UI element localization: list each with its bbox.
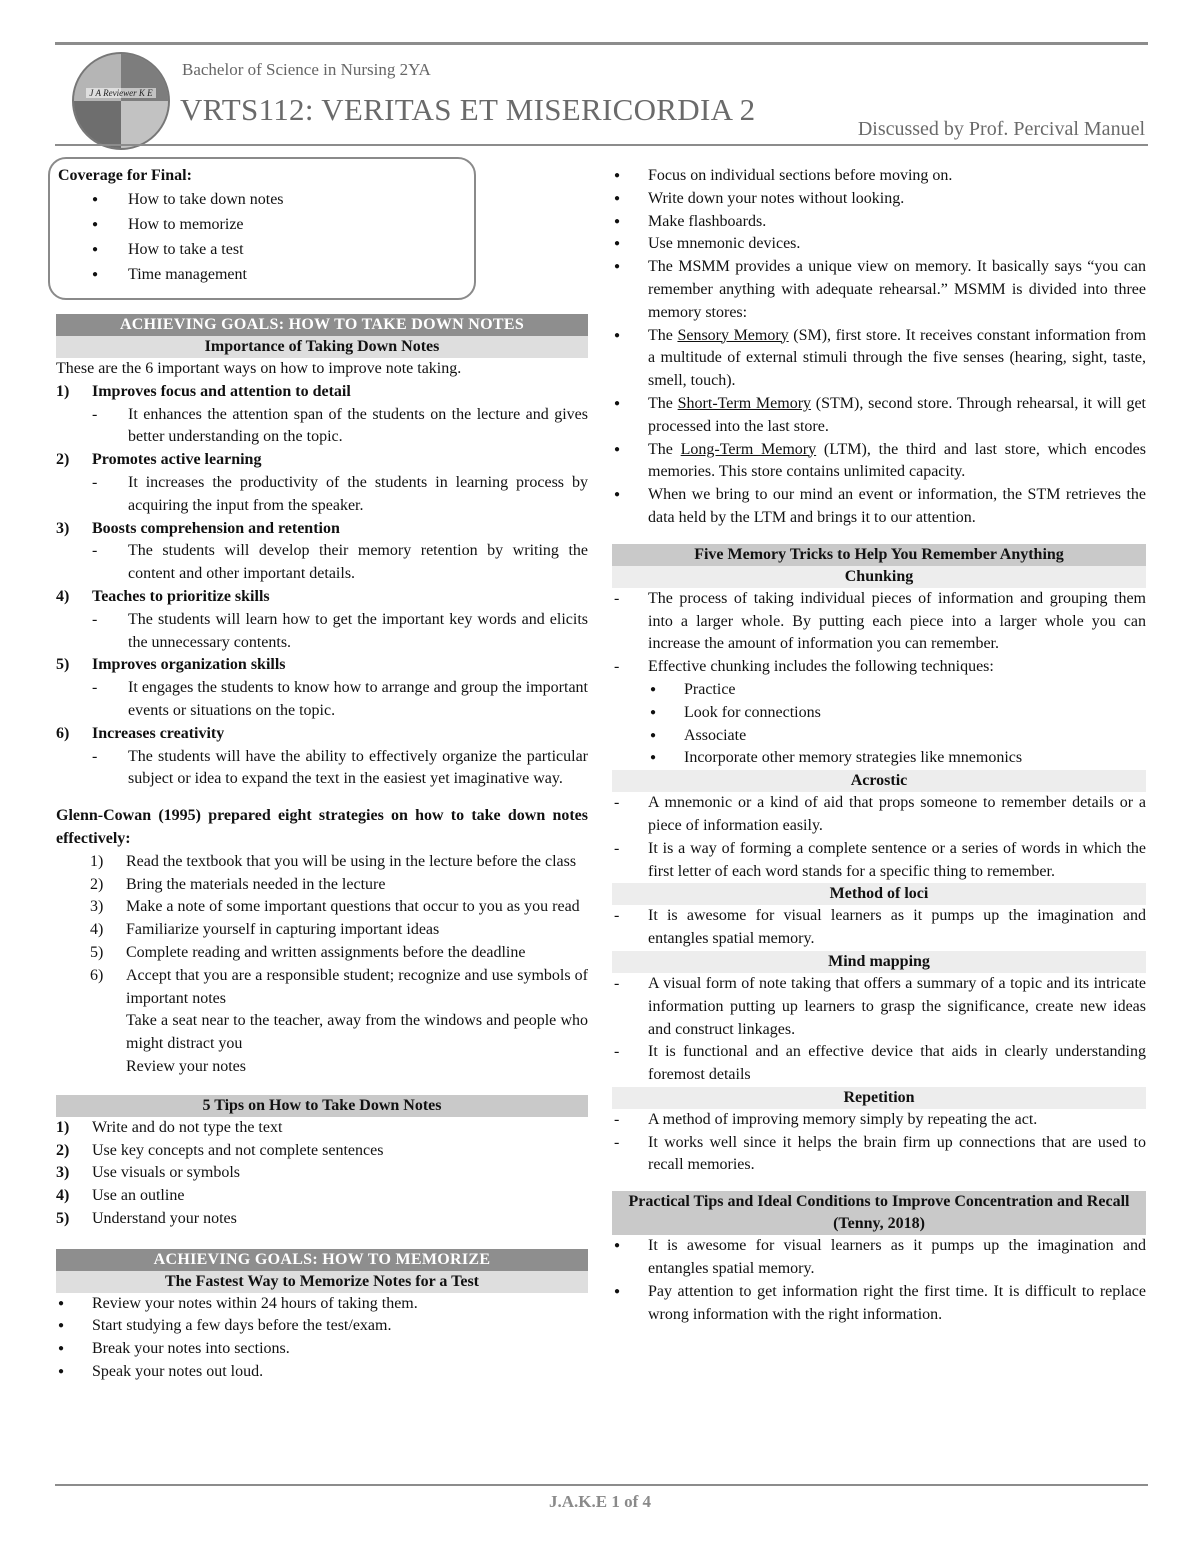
list-item: ● How to take a test (58, 237, 466, 262)
practical-title: Practical Tips and Ideal Conditions to Improve Concentration and Recall (Tenny, 2018) (612, 1191, 1146, 1235)
list-item: ● Look for connections (612, 702, 1146, 725)
page-title: VRTS112: VERITAS ET MISERICORDIA 2 (180, 92, 756, 127)
list-item: 2) Use key concepts and not complete sentences (56, 1141, 384, 1159)
list-item: - It works well since it helps the brain firm up connections that are used to recall memories. (612, 1132, 1146, 1178)
list-item: - A method of improving memory simply by repeating the act. (612, 1109, 1146, 1132)
ways-list (56, 381, 588, 791)
repetition-title: Repetition (612, 1087, 1146, 1109)
right-column (612, 165, 1146, 1326)
list-item: - A mnemonic or a kind of aid that props someone to remember details or a piece of information easily. (612, 792, 1146, 838)
coverage-list (58, 187, 466, 287)
list-item: 5) Complete reading and written assignments before the deadline (90, 943, 526, 961)
list-item: ● The MSMM provides a unique view on memory. It basically says “you can remember anything with adequate rehearsal.” MSMM is divided into three memory stores: (612, 256, 1146, 324)
list-item: ● Break your notes into sections. (56, 1338, 588, 1361)
tips-title: 5 Tips on How to Take Down Notes (56, 1095, 588, 1117)
list-item: 6) Accept that you are a responsible student; recognize and use symbols of important notes (90, 966, 588, 1007)
list-item: 3) Make a note of some important questions that occur to you as you read (90, 898, 580, 916)
loci-title: Method of loci (612, 883, 1146, 905)
strategies-list (56, 851, 588, 1079)
list-item-desc: - The students will have the ability to effectively organize the particular subject or idea to expand the text in the easiest yet imaginative way. (56, 746, 588, 792)
fastest-title: The Fastest Way to Memorize Notes for a Test (56, 1271, 588, 1293)
tricks-title: Five Memory Tricks to Help You Remember Anything (612, 544, 1146, 566)
list-item: ● Make flashboards. (612, 211, 1146, 234)
list-item: 5) Understand your notes (56, 1209, 237, 1227)
list-item: ● Practice (612, 679, 1146, 702)
list-item: ● Associate (612, 725, 1146, 748)
list-item: ● Review your notes within 24 hours of taking them. (56, 1293, 588, 1316)
list-item: ● Use mnemonic devices. (612, 233, 1146, 256)
list-item: - It is functional and an effective device that aids in clearly understanding foremost details (612, 1041, 1146, 1087)
list-item: 3) Boosts comprehension and retention (56, 519, 340, 537)
list-item: 2) Bring the materials needed in the lecture (90, 875, 386, 893)
list-item: - Effective chunking includes the following techniques: (612, 656, 1146, 679)
page-number: J.A.K.E 1 of 4 (549, 1492, 651, 1511)
list-item: ● Focus on individual sections before moving on. (612, 165, 1146, 188)
list-item-desc: - It increases the productivity of the students in learning process by acquiring the input from the speaker. (56, 472, 588, 518)
list-item: - A visual form of note taking that offers a summary of a topic and its intricate information putting up learners to grasp the significance, create new ideas and construct linkages. (612, 973, 1146, 1041)
list-item: 6) Increases creativity (56, 724, 225, 742)
memory-term: Short-Term Memory (677, 394, 812, 412)
list-item: 1) Read the textbook that you will be using in the lecture before the class (90, 852, 577, 870)
left-column (56, 314, 588, 1384)
acrostic-title: Acrostic (612, 770, 1146, 792)
list-item: 4) Familiarize yourself in capturing important ideas (90, 921, 440, 939)
section-band-memorize: ACHIEVING GOALS: HOW TO MEMORIZE (56, 1249, 588, 1271)
list-item: ● The Short-Term Memory (STM), second store. Through rehearsal, it will get processed into the last store. (612, 393, 1146, 439)
logo-text: J A Reviewer K E (86, 88, 156, 98)
header-top-rule (55, 42, 1148, 45)
chunking-title: Chunking (612, 566, 1146, 588)
list-item: 2) Promotes active learning (56, 451, 262, 469)
coverage-box (48, 157, 476, 300)
list-item: 3) Use visuals or symbols (56, 1164, 240, 1182)
list-item: ● Speak your notes out loud. (56, 1361, 588, 1384)
list-item: ● Start studying a few days before the test/exam. (56, 1315, 588, 1338)
discussed-by: Discussed by Prof. Percival Manuel (857, 118, 1145, 140)
list-item-desc: - It engages the students to know how to arrange and group the important events or situations on the topic. (56, 677, 588, 723)
list-item: ● Time management (58, 262, 466, 287)
list-item: 5) Improves organization skills (56, 656, 286, 674)
importance-intro: These are the 6 important ways on how to improve note taking. (56, 360, 462, 377)
importance-title: Importance of Taking Down Notes (56, 336, 588, 358)
section-band-notes: ACHIEVING GOALS: HOW TO TAKE DOWN NOTES (56, 314, 588, 336)
list-item: ● Write down your notes without looking. (612, 188, 1146, 211)
fastest-list-left (56, 1293, 588, 1384)
list-item: ● Pay attention to get information right the first time. It is difficult to replace wrong information with the right information. (612, 1281, 1146, 1327)
fastest-list-right (612, 165, 1146, 530)
reviewer-logo (72, 52, 170, 150)
header-bottom-rule (55, 144, 1148, 146)
coverage-heading: Coverage for Final: (58, 167, 192, 184)
list-item: ● How to memorize (58, 212, 466, 237)
list-item: ● Incorporate other memory strategies like mnemonics (612, 747, 1146, 770)
list-item: - It is awesome for visual learners as it pumps up the imagination and entangles spatial memory. (612, 905, 1146, 951)
tips-list (56, 1117, 588, 1231)
list-item: 4) Teaches to prioritize skills (56, 587, 270, 605)
list-item: ● When we bring to our mind an event or information, the STM retrieves the data held by the LTM and brings it to our attention. (612, 484, 1146, 530)
list-item: ● The Long-Term Memory (LTM), the third and last store, which encodes memories. This store contains unlimited capacity. (612, 439, 1146, 485)
list-item: ● The Sensory Memory (SM), first store. It receives constant information from a multitude of external stimuli through the five senses (hearing, sight, taste, smell, touch). (612, 325, 1146, 393)
list-item: - The process of taking individual pieces of information and grouping them into a larger whole. By putting each piece into a larger whole you can increase the amount of information you can remember. (612, 588, 1146, 656)
glenn-cowan-heading: Glenn-Cowan (1995) prepared eight strategies on how to take down notes effectively: (56, 807, 588, 847)
list-item: Review your notes (126, 1057, 246, 1075)
list-item: 1) Improves focus and attention to detail (56, 382, 351, 400)
list-item: Take a seat near to the teacher, away from the windows and people who might distract you (126, 1012, 588, 1053)
list-item: 1) Write and do not type the text (56, 1118, 283, 1136)
memory-term: Sensory Memory (677, 326, 789, 344)
memory-term: Long-Term Memory (680, 440, 817, 458)
list-item-desc: - It enhances the attention span of the students on the lecture and gives better understanding on the topic. (56, 404, 588, 450)
footer-rule (55, 1484, 1148, 1486)
mind-mapping-title: Mind mapping (612, 951, 1146, 973)
list-item: 4) Use an outline (56, 1187, 185, 1205)
course-subtitle: Bachelor of Science in Nursing 2YA (182, 60, 431, 79)
list-item-desc: - The students will learn how to get the important key words and elicits the unnecessary contents. (56, 609, 588, 655)
list-item-desc: - The students will develop their memory retention by writing the content and other important details. (56, 540, 588, 586)
list-item: ● How to take down notes (58, 187, 466, 212)
list-item: ● It is awesome for visual learners as it pumps up the imagination and entangles spatial memory. (612, 1235, 1146, 1281)
list-item: - It is a way of forming a complete sentence or a series of words in which the first letter of each word stands for a specific thing to remember. (612, 838, 1146, 884)
